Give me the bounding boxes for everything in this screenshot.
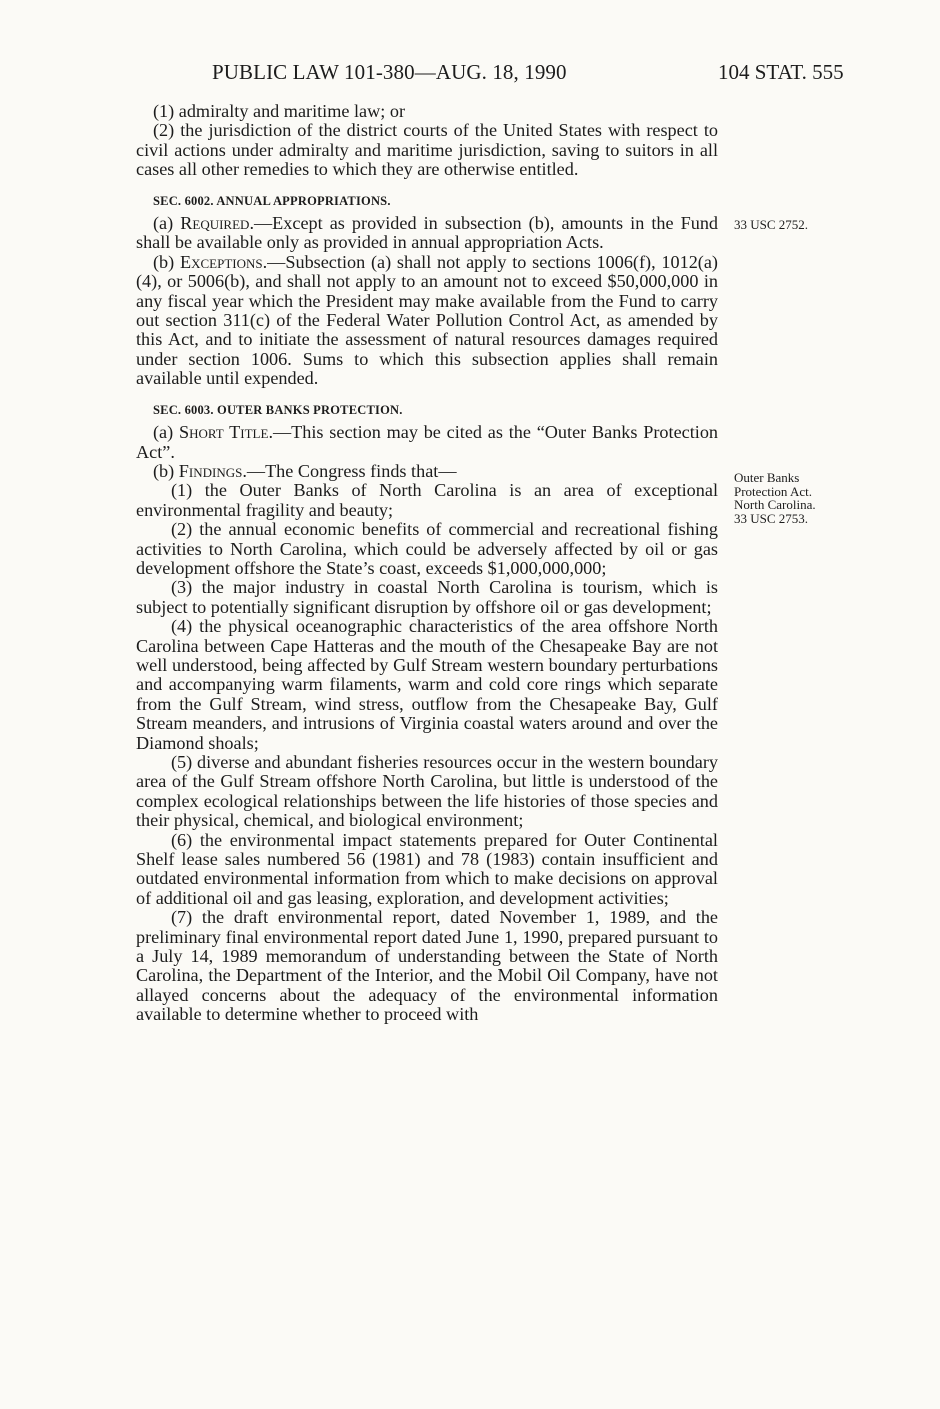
subsection-title: Short Title [178, 422, 269, 443]
margin-note-line: 33 USC 2753. [734, 510, 809, 526]
section-6002-subsection-a [136, 214, 718, 253]
section-6003-subsection-b [136, 462, 718, 481]
subsection-label: (b) [153, 460, 179, 481]
subsection-text: .—Subsection (a) shall not apply to sections 1006(f), 1012(a)(4), or 5006(b), and shall not apply to an amount not to exceed $50,000,000 in any fiscal year which the President may make available from the Fund to carry out section 311(c) of the Federal Water Pollution Control Act, as amended by this Act, and to initiate the assessment of natural resources damages required under section 1006. Sums to which this subsection applies shall remain available until expended. [136, 251, 718, 389]
subsection-text: .—The Congress finds that— [242, 460, 457, 481]
finding-5: (5) diverse and abundant fisheries resources occur in the western boundary area of the Gulf Stream offshore North Carolina, but little is understood of the complex ecological relationships between the life histories of those species and their physical, chemical, and biological environment; [136, 752, 718, 831]
page-header-stat: 104 STAT. 555 [718, 60, 844, 84]
subsection-label: (a) [153, 213, 181, 234]
subsection-label: (b) [153, 251, 180, 272]
margin-note-line: Protection Act. [734, 483, 812, 499]
finding-7: (7) the draft environmental report, dated November 1, 1989, and the preliminary final environmental report dated June 1, 1990, prepared pursuant to a July 14, 1989 memorandum of understanding between the State of North Carolina, the Department of the Interior, and the Mobil Oil Company, have not allayed concerns about the adequacy of the environmental information available to determine whether to proceed with [136, 907, 718, 1025]
finding-2: (2) the annual economic benefits of commercial and recreational fishing activities to North Carolina, which could be adversely affected by oil or gas development offshore the State’s coast, exceeds $1,000,000,000; [136, 519, 718, 578]
section-6002-subsection-b [136, 253, 718, 389]
subsection-title: Required [180, 213, 250, 234]
finding-4: (4) the physical oceanographic characteristics of the area offshore North Carolina between Cape Hatteras and the mouth of the Chesapeake Bay are not well understood, being affected by Gulf Stream western boundary perturbations and accompanying warm filaments, warm and cold core rings which separate from the Gulf Stream, wind stress, outflow from the Chesapeake Bay, Gulf Stream meanders, and intrusions of Virginia coastal waters around and over the Diamond shoals; [136, 616, 718, 753]
margin-note-outer-banks [734, 471, 864, 525]
paragraph-item-2: (2) the jurisdiction of the district courts of the United States with respect to civil actions under admiralty and maritime jurisdiction, saving to suitors in all cases all other remedies to which they are otherwise entitled. [136, 120, 718, 180]
finding-3: (3) the major industry in coastal North Carolina is tourism, which is subject to potentially significant disruption by offshore oil or gas development; [136, 577, 718, 617]
body-text [136, 102, 718, 1025]
paragraph-item-1: (1) admiralty and maritime law; or [153, 101, 406, 121]
subsection-title: Findings [178, 460, 243, 481]
section-6002-heading: SEC. 6002. ANNUAL APPROPRIATIONS. [153, 193, 391, 208]
finding-6: (6) the environmental impact statements prepared for Outer Continental Shelf lease sales numbered 56 (1981) and 78 (1983) contain insufficient and outdated environmental information from which to make decisions on approval of additional oil and gas leasing, exploration, and development activities; [136, 829, 718, 908]
section-6003-subsection-a [136, 423, 718, 462]
margin-note-line: Outer Banks [734, 470, 800, 485]
section-6003-heading: SEC. 6003. OUTER BANKS PROTECTION. [153, 402, 403, 417]
page-header-title: PUBLIC LAW 101-380—AUG. 18, 1990 [212, 60, 567, 84]
finding-1: (1) the Outer Banks of North Carolina is an area of exceptional environmental fragility and beauty; [136, 480, 718, 520]
subsection-label: (a) [153, 422, 179, 443]
subsection-text: .—Except as provided in subsection (b), amounts in the Fund shall be available only as provided in annual appropriation Acts. [136, 213, 719, 253]
margin-note-line: North Carolina. [734, 497, 816, 513]
subsection-title: Exceptions [180, 251, 263, 272]
subsection-text: .—This section may be cited as the “Outer Banks Protection Act”. [136, 422, 719, 462]
margin-note-33-usc-2752: 33 USC 2752. [734, 217, 809, 232]
